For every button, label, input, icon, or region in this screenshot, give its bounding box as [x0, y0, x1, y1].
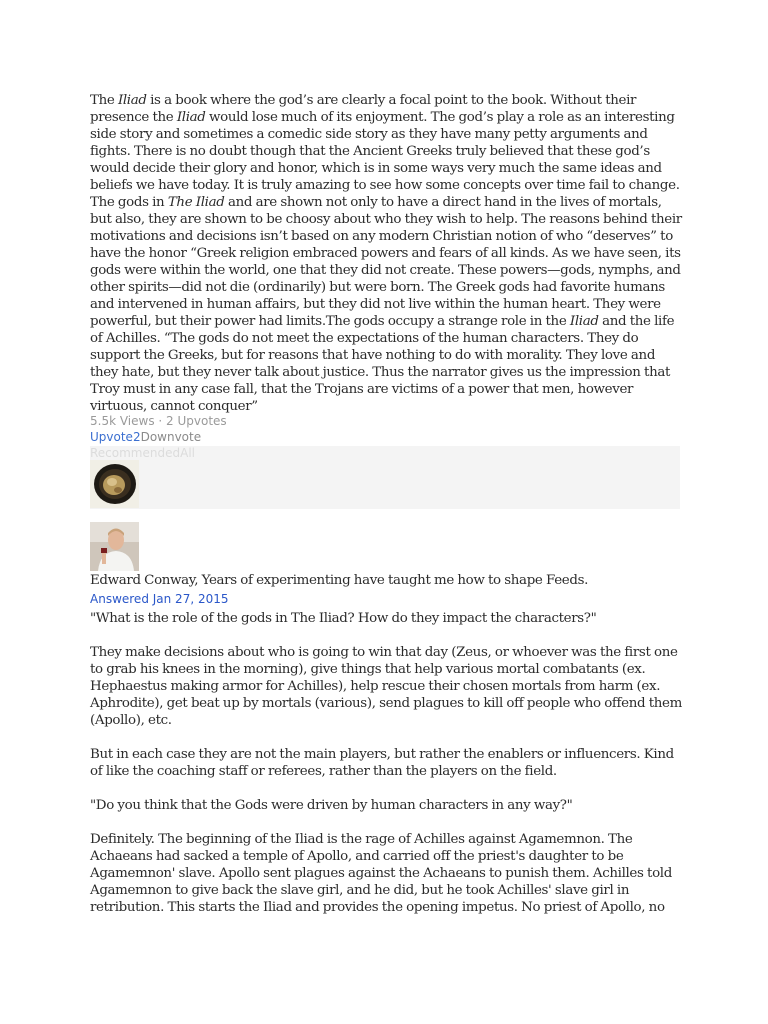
italic-title: Iliad	[117, 93, 147, 108]
essay-text: would lose much of its enjoyment. The god’s play a role as an interesting	[205, 110, 675, 125]
essay-text: Troy must in any case fall, that the Trojans are victims of a power that men, however	[90, 382, 634, 397]
essay-line	[90, 228, 690, 245]
essay-line	[90, 126, 690, 143]
tab-recommended[interactable]: Recommended	[90, 446, 181, 460]
essay-line	[90, 347, 690, 364]
essay-line	[90, 211, 690, 228]
coin-image-icon	[90, 460, 139, 508]
answer-line: Agamemnon' slave. Apollo sent plagues against the Achaeans to punish them. Achilles told	[90, 866, 672, 881]
person-photo-icon	[90, 522, 139, 571]
tab-all[interactable]: All	[180, 446, 195, 460]
italic-title: Iliad	[176, 110, 206, 125]
essay-line	[90, 313, 690, 330]
answer-line: retribution. This starts the Iliad and provides the opening impetus. No priest of Apollo, no	[90, 900, 665, 915]
answer-line: (Apollo), etc.	[90, 713, 172, 728]
view-count: 5.5k Views · 2 Upvotes	[90, 414, 227, 428]
essay-text: other spirits—did not die (ordinarily) but were born. The Greek gods had favorite humans	[90, 280, 665, 295]
downvote-button[interactable]: Downvote	[140, 430, 202, 444]
answer-line: "Do you think that the Gods were driven by human characters in any way?"	[90, 798, 573, 813]
paragraph-gap	[90, 780, 690, 797]
answer-line: Achaeans had sacked a temple of Apollo, and carried off the priest's daughter to be	[90, 849, 624, 864]
essay-line	[90, 177, 690, 194]
essay-text: motivations and decisions isn’t based on any modern Christian notion of who “deserves” to	[90, 229, 673, 244]
essay-text: gods were within the world, one that they did not create. These powers—gods, nymphs, and	[90, 263, 681, 278]
essay-text: and intervened in human affairs, but they did not live within the human heart. They were	[90, 297, 661, 312]
essay-text: beliefs we have today. It is truly amazing to see how some concepts over time fail to change.	[90, 178, 680, 193]
upvote-label[interactable]: Upvote	[90, 430, 133, 444]
essay-line	[90, 143, 690, 160]
answer-line: Definitely. The beginning of the Iliad is the rage of Achilles against Agamemnon. The	[90, 832, 633, 847]
author-avatar[interactable]	[90, 522, 139, 571]
paragraph-gap	[90, 729, 690, 746]
answer-line: to grab his knees in the morning), give things that help various mortal combatants (ex.	[90, 662, 646, 677]
essay-line	[90, 364, 690, 381]
essay-text: would decide their glory and honor, which is in some ways very much the same ideas and	[90, 161, 662, 176]
related-thumbnail[interactable]	[90, 460, 139, 508]
recommended-bar	[90, 446, 680, 509]
essay-line	[90, 245, 690, 262]
essay-text: and are shown not only to have a direct hand in the lives of mortals,	[224, 195, 662, 210]
answer-line: Agamemnon to give back the slave girl, and he did, but he took Achilles' slave girl in	[90, 883, 630, 898]
paragraph-gap	[90, 814, 690, 831]
answer-body	[90, 610, 690, 916]
author-credential[interactable]: Edward Conway, Years of experimenting have taught me how to shape Feeds.	[90, 573, 589, 588]
italic-title: The Iliad	[167, 195, 225, 210]
essay-text: presence the	[90, 110, 177, 125]
upvote-count: 2	[132, 430, 141, 444]
answer-line: Hephaestus making armor for Achilles), help rescue their chosen mortals from harm (ex.	[90, 679, 661, 694]
answer-line: But in each case they are not the main players, but rather the enablers or influencers. Kind	[90, 747, 674, 762]
essay-line	[90, 92, 690, 109]
essay-text: have the honor “Greek religion embraced powers and fears of all kinds. As we have seen, its	[90, 246, 681, 261]
essay-text: virtuous, cannot conquer”	[90, 399, 258, 414]
answer-line: Aphrodite), get beat up by mortals (various), send plagues to kill off people who offend them	[90, 696, 682, 711]
essay-line	[90, 109, 690, 126]
essay-line	[90, 381, 690, 398]
essay-text: they hate, but they never talk about justice. Thus the narrator gives us the impression that	[90, 365, 671, 380]
essay-text: of Achilles. “The gods do not meet the expectations of the human characters. They do	[90, 331, 639, 346]
answered-date-link[interactable]: Answered Jan 27, 2015	[90, 592, 229, 606]
essay-text: is a book where the god’s are clearly a focal point to the book. Without their	[146, 93, 637, 108]
essay-text: but also, they are shown to be choosy about who they wish to help. The reasons behind their	[90, 212, 682, 227]
essay-body	[90, 92, 690, 415]
essay-text: side story and sometimes a comedic side story as they have many petty arguments and	[90, 127, 648, 142]
answer-line: "What is the role of the gods in The Iliad? How do they impact the characters?"	[90, 611, 597, 626]
answer-line: of like the coaching staff or referees, rather than the players on the field.	[90, 764, 557, 779]
essay-text: The	[90, 93, 118, 108]
answer-line: They make decisions about who is going to win that day (Zeus, or whoever was the first one	[90, 645, 678, 660]
italic-title: Iliad	[569, 314, 599, 329]
essay-line	[90, 262, 690, 279]
essay-line	[90, 160, 690, 177]
essay-line	[90, 194, 690, 211]
essay-line	[90, 398, 690, 415]
essay-text: and the life	[598, 314, 675, 329]
essay-text: The gods in	[90, 195, 168, 210]
recommended-tabs	[90, 446, 195, 460]
essay-text: fights. There is no doubt though that the Ancient Greeks truly believed that these god’s	[90, 144, 650, 159]
vote-row	[90, 430, 201, 444]
upvote-button[interactable]	[90, 430, 141, 444]
essay-line	[90, 296, 690, 313]
essay-text: support the Greeks, but for reasons that have nothing to do with morality. They love and	[90, 348, 656, 363]
essay-text: powerful, but their power had limits.The gods occupy a strange role in the	[90, 314, 570, 329]
essay-line	[90, 279, 690, 296]
paragraph-gap	[90, 627, 690, 644]
essay-line	[90, 330, 690, 347]
